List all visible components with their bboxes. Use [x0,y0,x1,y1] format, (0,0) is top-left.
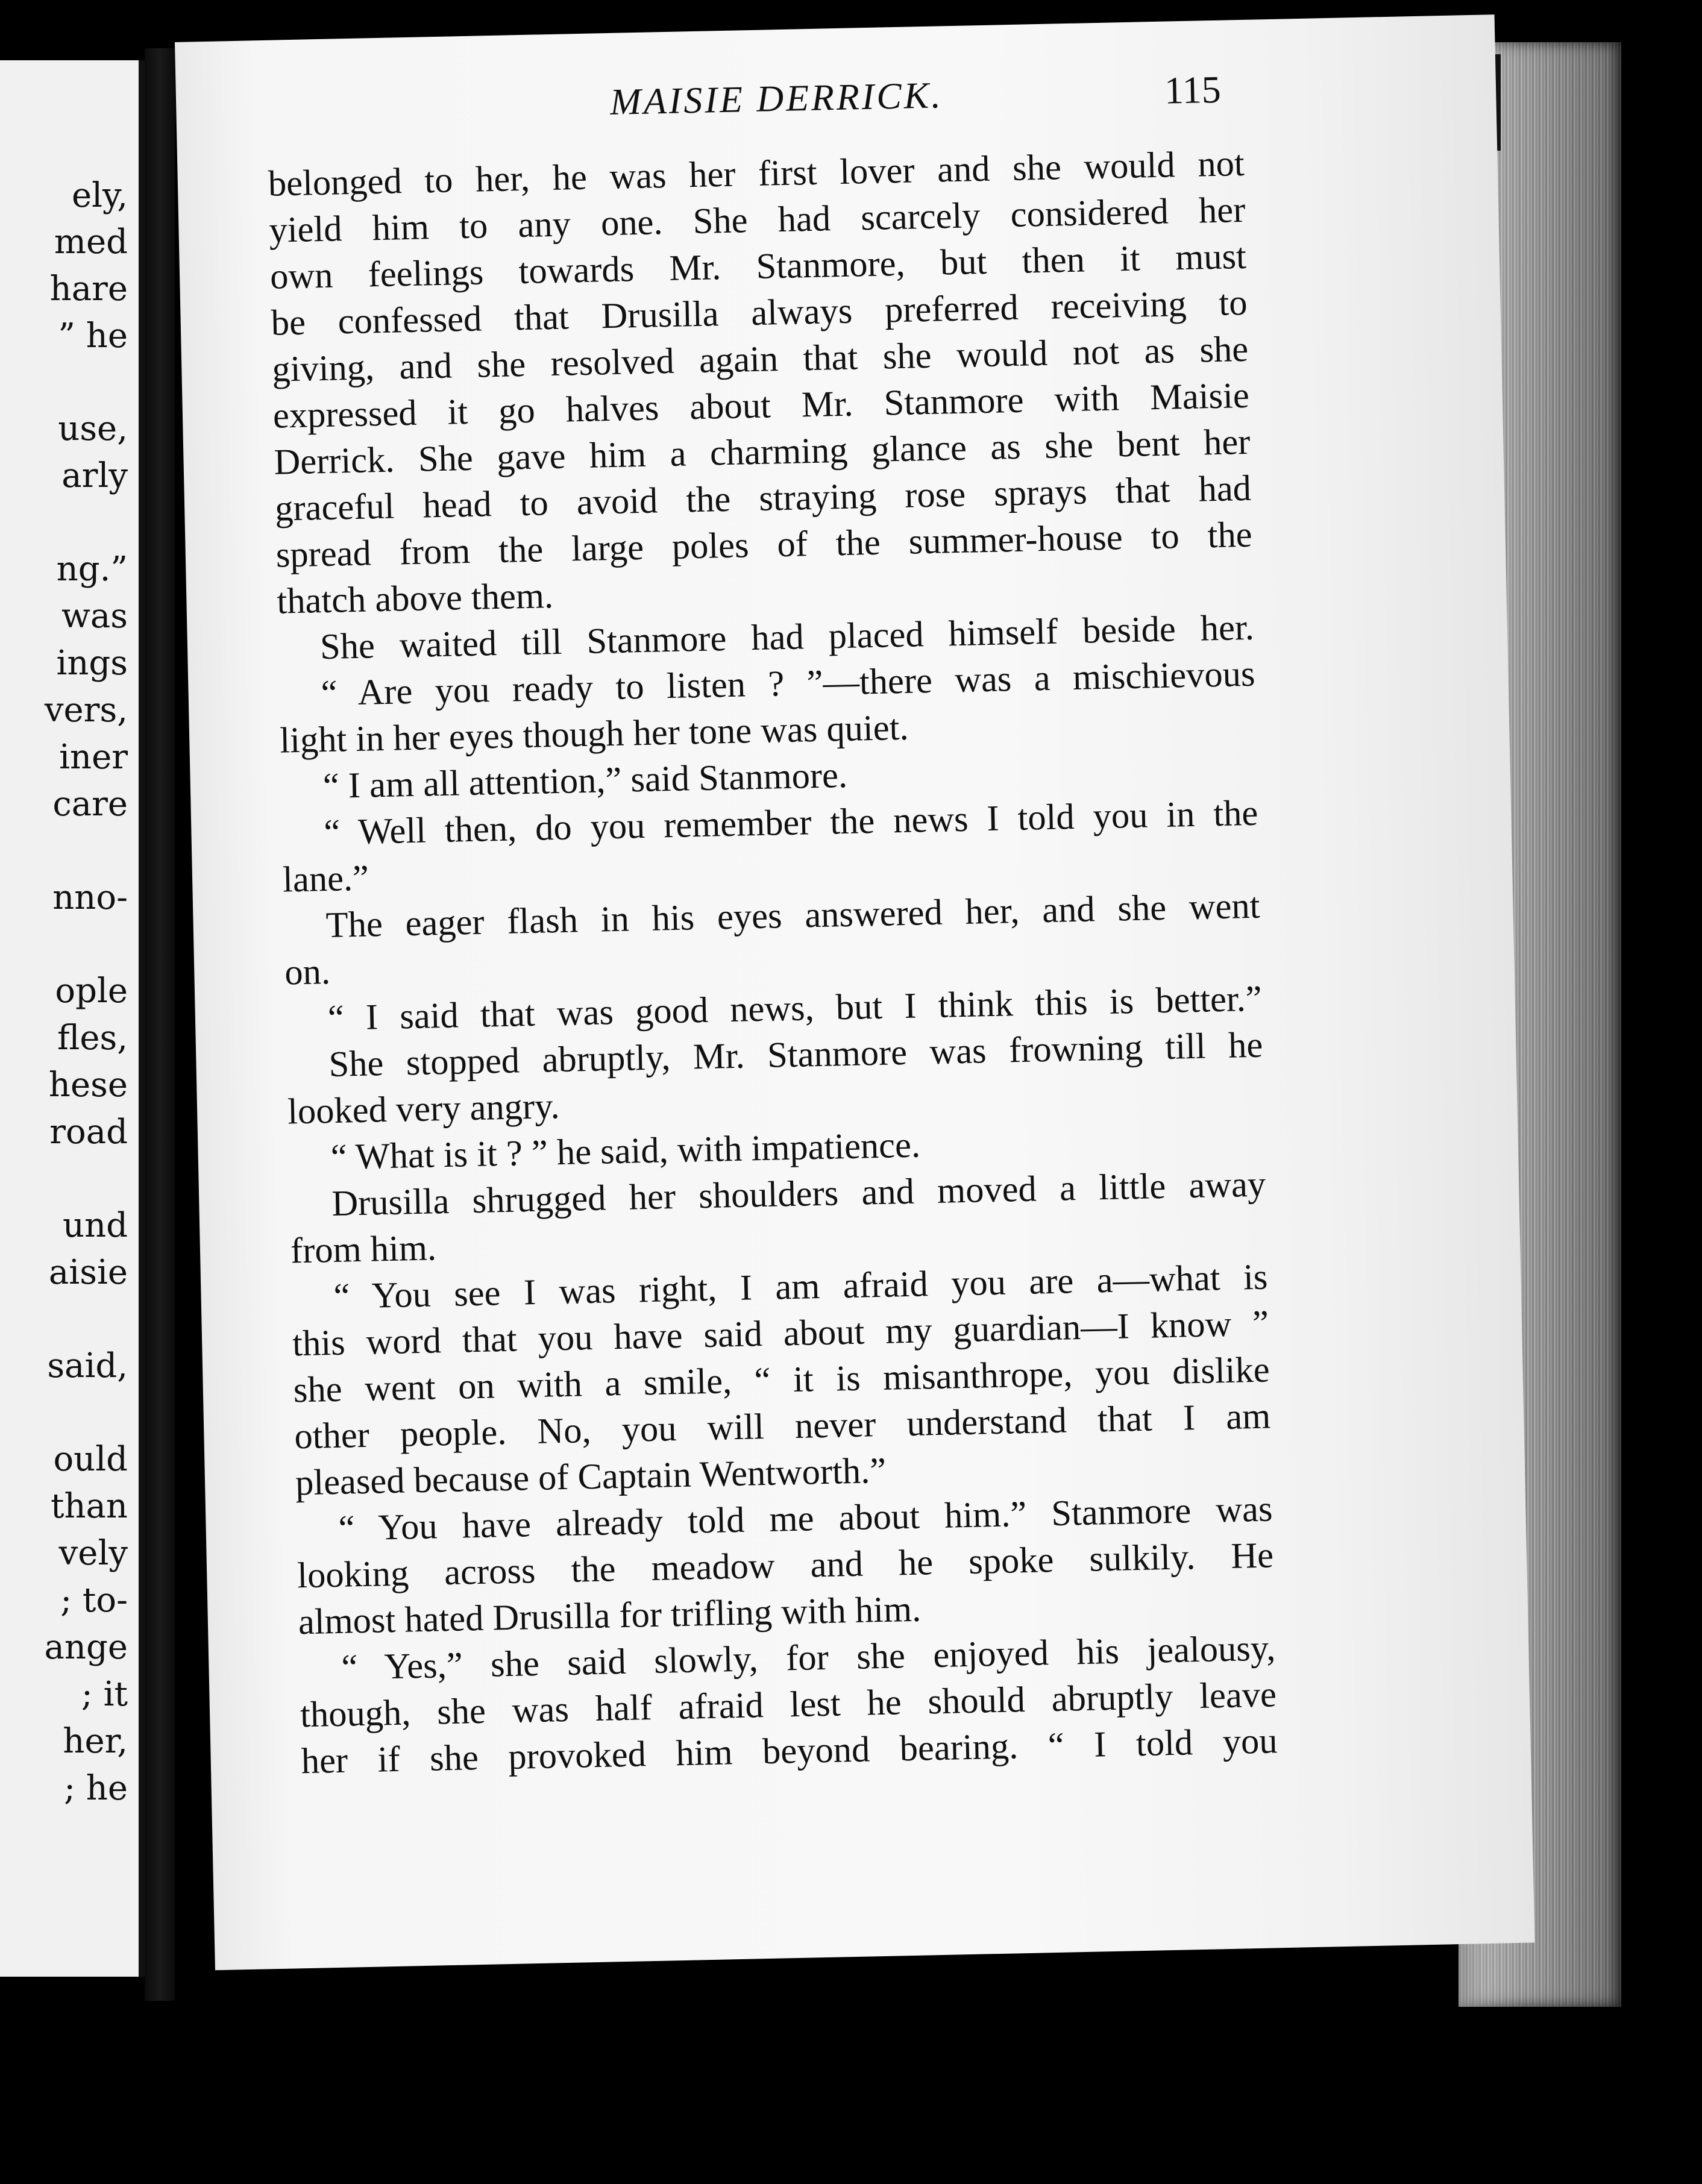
left-page-fragment: iner [59,738,128,777]
text-line: other people. No, you will never understand that I am [294,1396,1271,1457]
text-line: she went on with a smile, “ it is misanthrope, you dislike [293,1349,1270,1411]
left-page-fragment: ; it [81,1675,128,1714]
text-line: this word that you have said about my guardian—I know ” [292,1303,1269,1364]
left-page-fragment: said, [47,1346,128,1385]
left-facing-page [0,60,145,1977]
left-page-fragment: vely [58,1534,128,1573]
left-page-fragment: ely, [71,176,128,215]
text-line: Drusilla shrugged her shoulders and moved a little away [331,1164,1266,1224]
text-line: She stopped abruptly, Mr. Stanmore was frowning till he [328,1025,1263,1085]
text-line: her if she provoked him beyond bearing. “ I told you [301,1721,1278,1782]
text-line: light in her eyes though her tone was quiet. [279,707,909,761]
left-page-fragment: med [54,222,128,262]
left-page-fragment: hare [49,269,128,309]
text-line: Derrick. She gave him a charming glance as she bent her [273,421,1251,483]
left-page-fragment: ange [44,1628,128,1667]
text-line: from him. [290,1228,437,1272]
text-line: lane.” [282,858,369,900]
text-line: giving, and she resolved again that she would not as she [271,328,1249,390]
text-line: yield him to any one. She had scarcely considered her [268,189,1246,251]
left-page-fragment: was [61,597,128,636]
text-line: “ Yes,” she said slowly, for she enjoyed his jealousy, [341,1628,1276,1688]
body-text [268,140,1278,1784]
text-line: “ Well then, do you remember the news I told you in the [323,792,1258,853]
text-line: The eager flash in his eyes answered her, and she went [325,885,1261,946]
left-page-fragment: aisie [48,1253,128,1292]
running-head: MAISIE DERRICK. [609,75,944,123]
text-line: though, she was half afraid lest he should abruptly leave [300,1674,1277,1736]
text-line: “ Are you ready to listen ? ”—there was a mischievous [320,653,1256,714]
text-line: almost hated Drusilla for trifling with him. [298,1589,922,1643]
left-page-fragment: nno- [52,878,128,917]
left-page-fragment: ” he [58,316,128,356]
left-page-fragment: ng.” [56,550,128,589]
text-line: pleased because of Captain Wentworth.” [295,1450,887,1504]
book-gutter [145,48,175,2001]
page-number: 115 [1164,67,1222,112]
text-line: spread from the large poles of the summer-house to the [275,514,1253,576]
left-page-fragment: vers, [44,691,128,730]
text-line: “ I said that was good news, but I think this is better.” [327,978,1263,1039]
text-line: on. [284,951,331,993]
main-page [175,14,1535,1970]
left-page-fragment: ople [55,971,128,1011]
left-page-fragment: use, [58,409,128,448]
text-line: She waited till Stanmore had placed himself beside her. [319,607,1255,668]
text-line: “ What is it ? ” he said, with impatience. [330,1125,921,1178]
left-page-fragment: than [50,1487,128,1526]
text-line: looking across the meadow and he spoke sulkily. He [297,1535,1274,1596]
left-page-fragment: ould [53,1440,128,1479]
left-page-fragment: hese [48,1065,128,1105]
left-page-fragment: care [52,785,128,824]
text-line: looked very angry. [287,1086,561,1132]
text-line: “ You have already told me about him.” Stanmore was [338,1489,1273,1549]
text-line: graceful head to avoid the straying rose sprays that had [274,468,1252,529]
left-page-fragment: road [49,1112,128,1152]
text-line: expressed it go halves about Mr. Stanmore with Maisie [272,375,1250,436]
left-page-fragment: arly [61,456,128,495]
left-page-fragment: ; he [64,1769,128,1808]
left-page-fragment: ; to- [60,1581,128,1620]
text-line: thatch above them. [276,576,554,622]
left-page-fragment: her, [63,1722,128,1761]
text-line: “ You see I was right, I am afraid you are a—what is [333,1257,1269,1317]
left-page-fragment: und [63,1206,128,1245]
left-page-fragment: ings [56,644,128,683]
text-line: own feelings towards Mr. Stanmore, but then it must [269,236,1247,297]
text-line: belonged to her, he was her first lover and she would not [268,143,1245,204]
text-line: be confessed that Drusilla always preferred receiving to [271,282,1248,344]
text-line: “ I am all attention,” said Stanmore. [322,755,848,807]
left-page-fragment: fles, [57,1018,128,1058]
